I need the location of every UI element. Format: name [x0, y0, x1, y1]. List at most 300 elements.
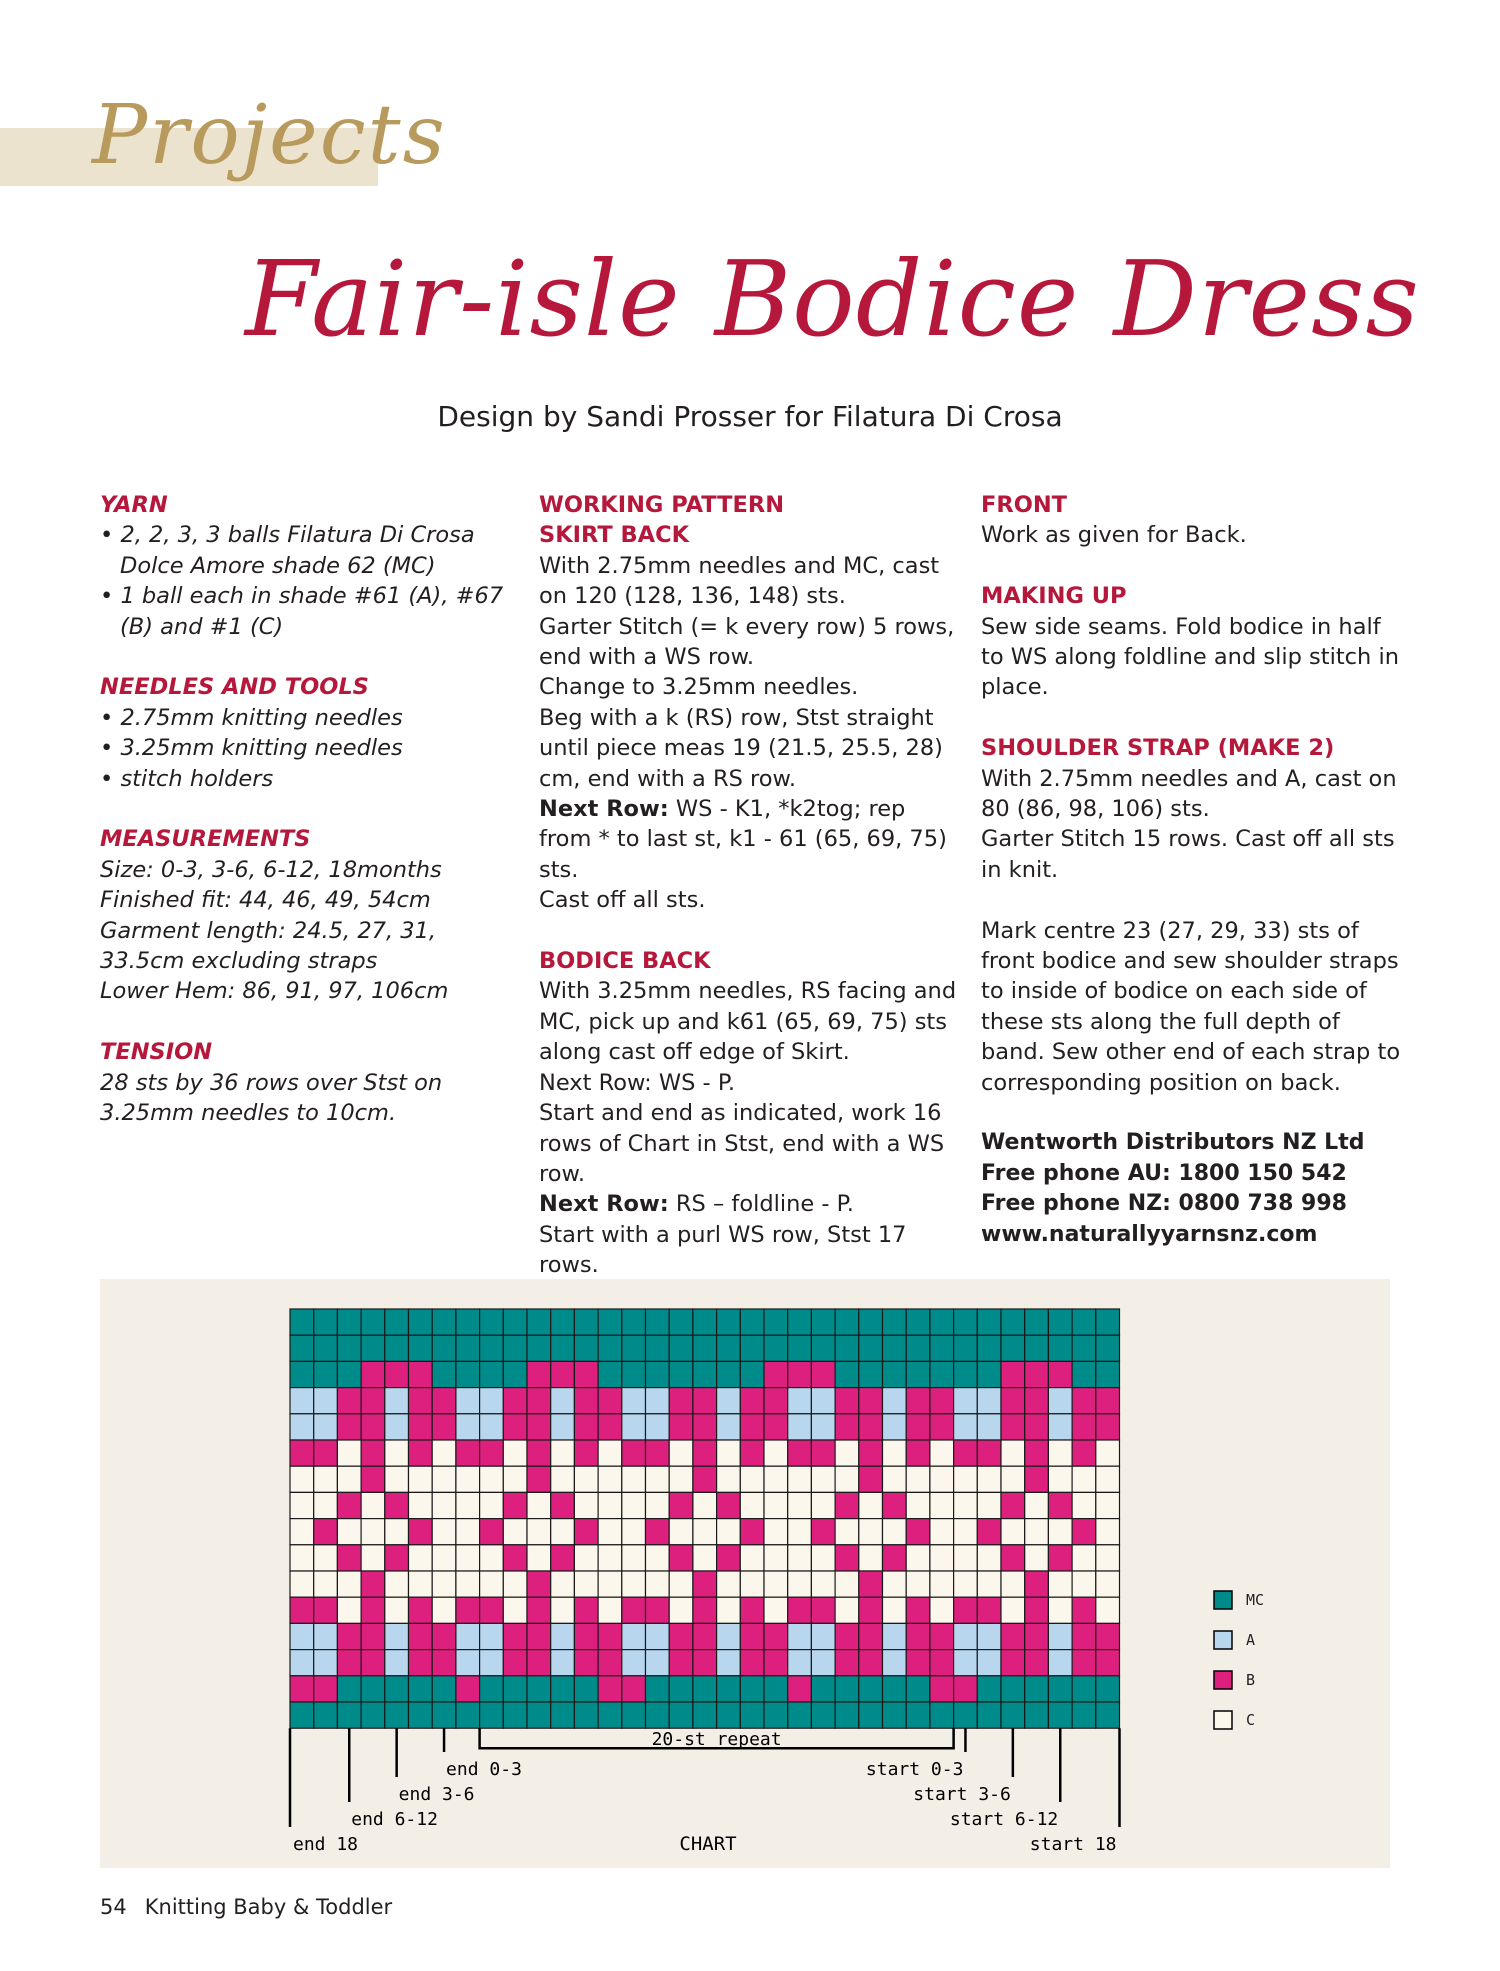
chart-cell-a	[811, 1623, 835, 1649]
chart-cell-b	[835, 1650, 859, 1676]
chart-cell-c	[456, 1545, 480, 1571]
chart-cell-c	[764, 1519, 788, 1545]
chart-cell-mc	[835, 1702, 859, 1728]
chart-cell-mc	[1025, 1702, 1049, 1728]
chart-cell-c	[954, 1492, 978, 1518]
chart-cell-mc	[906, 1676, 930, 1702]
chart-cell-mc	[693, 1361, 717, 1387]
chart-cell-c	[954, 1519, 978, 1545]
chart-cell-a	[385, 1650, 409, 1676]
chart-cell-b	[859, 1466, 883, 1492]
chart-cell-b	[432, 1623, 456, 1649]
chart-cell-a	[883, 1650, 907, 1676]
chart-cell-b	[527, 1466, 551, 1492]
chart-cell-c	[1001, 1571, 1025, 1597]
chart-cell-mc	[835, 1361, 859, 1387]
chart-cell-mc	[717, 1361, 741, 1387]
legend-label-mc: MC	[1246, 1591, 1265, 1609]
contact-website[interactable]: www.naturallyyarnsnz.com	[981, 1221, 1318, 1247]
chart-cell-mc	[432, 1702, 456, 1728]
chart-cell-mc	[906, 1361, 930, 1387]
chart-cell-mc	[930, 1309, 954, 1335]
chart-cell-b	[1001, 1545, 1025, 1571]
chart-cell-mc	[906, 1335, 930, 1361]
chart-cell-c	[456, 1519, 480, 1545]
chart-cell-c	[717, 1466, 741, 1492]
chart-cell-a	[811, 1388, 835, 1414]
chart-cell-mc	[835, 1335, 859, 1361]
chart-cell-c	[646, 1466, 670, 1492]
chart-cell-mc	[859, 1309, 883, 1335]
chart-cell-b	[432, 1414, 456, 1440]
chart-cell-b	[788, 1440, 812, 1466]
chart-cell-mc	[290, 1702, 314, 1728]
chart-cell-a	[954, 1388, 978, 1414]
chart-cell-mc	[1048, 1335, 1072, 1361]
chart-cell-mc	[1096, 1335, 1120, 1361]
chart-cell-c	[1096, 1571, 1120, 1597]
chart-cell-c	[764, 1440, 788, 1466]
chart-cell-a	[646, 1388, 670, 1414]
chart-cell-c	[432, 1545, 456, 1571]
chart-cell-c	[906, 1492, 930, 1518]
chart-cell-a	[480, 1650, 504, 1676]
chart-cell-mc	[622, 1702, 646, 1728]
chart-cell-a	[646, 1414, 670, 1440]
chart-cell-mc	[598, 1309, 622, 1335]
chart-cell-b	[598, 1388, 622, 1414]
chart-cell-mc	[906, 1702, 930, 1728]
chart-cell-b	[693, 1571, 717, 1597]
chart-cell-c	[1048, 1571, 1072, 1597]
chart-cell-c	[598, 1571, 622, 1597]
page-footer	[100, 1895, 392, 1919]
chart-cell-c	[409, 1466, 433, 1492]
chart-cell-b	[835, 1545, 859, 1571]
chart-cell-mc	[456, 1702, 480, 1728]
chart-cell-mc	[930, 1702, 954, 1728]
chart-cell-c	[622, 1519, 646, 1545]
chart-cell-b	[646, 1440, 670, 1466]
chart-cell-mc	[811, 1702, 835, 1728]
chart-cell-c	[574, 1492, 598, 1518]
chart-cell-c	[835, 1597, 859, 1623]
chart-cell-b	[1025, 1571, 1049, 1597]
chart-cell-a	[717, 1414, 741, 1440]
chart-cell-c	[503, 1571, 527, 1597]
chart-cell-c	[1025, 1545, 1049, 1571]
chart-cell-b	[1072, 1388, 1096, 1414]
chart-cell-mc	[1048, 1309, 1072, 1335]
chart-cell-c	[598, 1545, 622, 1571]
instruction-line: Work as given for Back.	[981, 522, 1247, 549]
chart-cell-c	[669, 1519, 693, 1545]
chart-cell-b	[409, 1597, 433, 1623]
chart-cell-b	[503, 1650, 527, 1676]
chart-cell-c	[314, 1571, 338, 1597]
chart-cell-c	[1096, 1440, 1120, 1466]
chart-cell-b	[385, 1545, 409, 1571]
chart-cell-c	[835, 1519, 859, 1545]
chart-cell-c	[764, 1466, 788, 1492]
chart-cell-mc	[385, 1702, 409, 1728]
chart-cell-c	[480, 1545, 504, 1571]
chart-cell-c	[693, 1492, 717, 1518]
chart-cell-b	[811, 1361, 835, 1387]
chart-cell-b	[811, 1519, 835, 1545]
chart-cell-b	[598, 1623, 622, 1649]
chart-cell-c	[574, 1571, 598, 1597]
chart-cell-c	[385, 1571, 409, 1597]
chart-cell-b	[314, 1440, 338, 1466]
making-up-heading: MAKING UP	[981, 583, 1127, 610]
chart-cell-c	[290, 1492, 314, 1518]
chart-cell-c	[1025, 1492, 1049, 1518]
chart-cell-b	[290, 1676, 314, 1702]
chart-cell-c	[385, 1519, 409, 1545]
chart-cell-mc	[693, 1309, 717, 1335]
chart-cell-mc	[740, 1361, 764, 1387]
chart-cell-mc	[385, 1676, 409, 1702]
chart-cell-c	[764, 1545, 788, 1571]
chart-cell-mc	[480, 1702, 504, 1728]
bodice-back-heading: BODICE BACK	[539, 948, 711, 975]
chart-cell-mc	[527, 1335, 551, 1361]
chart-cell-mc	[717, 1676, 741, 1702]
chart-cell-b	[527, 1440, 551, 1466]
chart-cell-b	[954, 1597, 978, 1623]
chart-cell-b	[480, 1519, 504, 1545]
chart-cell-c	[930, 1571, 954, 1597]
chart-cell-c	[717, 1519, 741, 1545]
chart-cell-mc	[811, 1676, 835, 1702]
chart-cell-b	[717, 1545, 741, 1571]
front-heading: FRONT	[981, 492, 1068, 518]
tension-text: 28 sts by 36 rows over Stst on 3.25mm needles to 10cm.	[100, 1069, 443, 1127]
chart-cell-mc	[788, 1702, 812, 1728]
chart-cell-c	[977, 1466, 1001, 1492]
chart-cell-c	[1048, 1597, 1072, 1623]
chart-cell-mc	[859, 1335, 883, 1361]
chart-cell-mc	[456, 1309, 480, 1335]
chart-cell-b	[859, 1623, 883, 1649]
chart-cell-c	[930, 1597, 954, 1623]
legend-label-c: C	[1246, 1711, 1256, 1729]
chart-cell-c	[835, 1440, 859, 1466]
chart-cell-mc	[432, 1361, 456, 1387]
measurement-line: Lower Hem: 86, 91, 97, 106cm	[100, 978, 449, 1005]
chart-cell-b	[1096, 1414, 1120, 1440]
chart-cell-c	[598, 1597, 622, 1623]
chart-cell-mc	[740, 1335, 764, 1361]
chart-cell-mc	[598, 1702, 622, 1728]
chart-cell-b	[456, 1597, 480, 1623]
chart-cell-c	[480, 1492, 504, 1518]
chart-cell-b	[480, 1597, 504, 1623]
chart-cell-mc	[290, 1335, 314, 1361]
chart-cell-a	[622, 1414, 646, 1440]
chart-cell-mc	[432, 1335, 456, 1361]
chart-cell-c	[954, 1466, 978, 1492]
chart-cell-mc	[1001, 1676, 1025, 1702]
contact-company: Wentworth Distributors NZ Ltd	[981, 1130, 1365, 1156]
instruction-line: Sew side seams. Fold bodice in half to WS along foldline and slip stitch in place.	[981, 613, 1399, 701]
chart-cell-c	[290, 1545, 314, 1571]
chart-cell-mc	[551, 1309, 575, 1335]
chart-cell-a	[314, 1388, 338, 1414]
chart-cell-a	[883, 1414, 907, 1440]
chart-cell-mc	[859, 1702, 883, 1728]
chart-cell-b	[574, 1519, 598, 1545]
chart-cell-b	[551, 1545, 575, 1571]
legend-label-a: A	[1246, 1631, 1256, 1649]
page-title: Fair-isle Bodice Dress	[245, 238, 1420, 360]
needles-heading: NEEDLES AND TOOLS	[100, 674, 369, 701]
chart-cell-b	[883, 1545, 907, 1571]
chart-cell-b	[456, 1676, 480, 1702]
chart-cell-a	[977, 1650, 1001, 1676]
chart-cell-b	[622, 1676, 646, 1702]
yarn-heading: YARN	[100, 492, 168, 518]
chart-cell-mc	[480, 1335, 504, 1361]
chart-cell-mc	[432, 1309, 456, 1335]
chart-cell-mc	[361, 1309, 385, 1335]
chart-cell-c	[883, 1466, 907, 1492]
chart-cell-mc	[337, 1335, 361, 1361]
yarn-item: • 1 ball each in shade #61 (A), #67 (B) and #1 (C)	[100, 583, 504, 640]
chart-cell-c	[717, 1440, 741, 1466]
chart-cell-mc	[574, 1309, 598, 1335]
chart-cell-mc	[859, 1676, 883, 1702]
chart-cell-b	[906, 1597, 930, 1623]
chart-cell-b	[906, 1650, 930, 1676]
marker-end-18: end 18	[293, 1834, 359, 1855]
chart-cell-b	[930, 1414, 954, 1440]
chart-cell-c	[740, 1571, 764, 1597]
instruction-line: Garter Stitch 15 rows. Cast off all sts in knit.	[981, 826, 1395, 883]
column-working-pattern	[539, 490, 959, 1311]
chart-cell-b	[883, 1492, 907, 1518]
chart-cell-mc	[503, 1361, 527, 1387]
chart-cell-b	[409, 1388, 433, 1414]
chart-cell-b	[337, 1545, 361, 1571]
chart-cell-mc	[527, 1702, 551, 1728]
chart-cell-c	[503, 1597, 527, 1623]
chart-cell-a	[788, 1650, 812, 1676]
chart-cell-c	[551, 1466, 575, 1492]
chart-cell-mc	[764, 1309, 788, 1335]
chart-cell-c	[740, 1545, 764, 1571]
chart-cell-c	[314, 1492, 338, 1518]
chart-cell-b	[977, 1440, 1001, 1466]
chart-cell-c	[835, 1466, 859, 1492]
chart-cell-mc	[574, 1676, 598, 1702]
chart-cell-mc	[717, 1335, 741, 1361]
chart-cell-c	[385, 1597, 409, 1623]
contact-phone-au: Free phone AU: 1800 150 542	[981, 1160, 1347, 1186]
chart-cell-c	[527, 1519, 551, 1545]
chart-cell-b	[693, 1466, 717, 1492]
chart-cell-b	[1048, 1545, 1072, 1571]
chart-cell-c	[788, 1519, 812, 1545]
chart-cell-mc	[859, 1361, 883, 1387]
chart-cell-c	[977, 1545, 1001, 1571]
needles-item: • 3.25mm knitting needles	[100, 735, 403, 762]
chart-cell-c	[409, 1545, 433, 1571]
chart-cell-b	[574, 1440, 598, 1466]
chart-cell-b	[788, 1676, 812, 1702]
chart-cell-b	[646, 1597, 670, 1623]
chart-cell-mc	[337, 1361, 361, 1387]
chart-cell-a	[646, 1623, 670, 1649]
chart-cell-c	[1048, 1466, 1072, 1492]
chart-cell-b	[527, 1388, 551, 1414]
chart-cell-mc	[1025, 1309, 1049, 1335]
chart-cell-b	[361, 1466, 385, 1492]
chart-cell-mc	[1001, 1309, 1025, 1335]
chart-cell-b	[693, 1440, 717, 1466]
chart-cell-mc	[314, 1702, 338, 1728]
chart-cell-a	[480, 1414, 504, 1440]
chart-cell-b	[764, 1650, 788, 1676]
instruction-line: Mark centre 23 (27, 29, 33) sts of front bodice and sew shoulder straps to inside of bodice on each side of these sts along the full depth of band. Sew other end of each strap to corresponding position on back.	[981, 917, 1401, 1096]
chart-cell-b	[646, 1519, 670, 1545]
chart-cell-c	[598, 1440, 622, 1466]
chart-cell-mc	[503, 1702, 527, 1728]
chart-cell-b	[1072, 1650, 1096, 1676]
chart-cell-a	[954, 1650, 978, 1676]
chart-cell-mc	[385, 1309, 409, 1335]
chart-cell-b	[361, 1388, 385, 1414]
chart-cell-b	[669, 1650, 693, 1676]
chart-cell-c	[883, 1571, 907, 1597]
chart-cell-a	[717, 1650, 741, 1676]
page-number: 54	[100, 1895, 127, 1919]
chart-cell-mc	[1025, 1335, 1049, 1361]
chart-cell-b	[835, 1623, 859, 1649]
chart-cell-b	[290, 1597, 314, 1623]
chart-cell-b	[1001, 1361, 1025, 1387]
column-finishing	[981, 490, 1401, 1250]
chart-cell-mc	[622, 1309, 646, 1335]
chart-cell-c	[1048, 1519, 1072, 1545]
chart-cell-c	[551, 1519, 575, 1545]
chart-cell-mc	[361, 1676, 385, 1702]
chart-cell-a	[456, 1623, 480, 1649]
chart-cell-c	[1001, 1519, 1025, 1545]
instruction-line: Start with a purl WS row, Stst 17 rows.	[539, 1221, 907, 1279]
chart-cell-b	[859, 1597, 883, 1623]
chart-cell-b	[503, 1492, 527, 1518]
chart-cell-c	[1001, 1466, 1025, 1492]
chart-cell-b	[930, 1388, 954, 1414]
chart-cell-mc	[1096, 1676, 1120, 1702]
chart-cell-b	[954, 1440, 978, 1466]
chart-cell-c	[1072, 1571, 1096, 1597]
needles-item: • stitch holders	[100, 765, 274, 792]
instruction-line: With 2.75mm needles and MC, cast on 120 (128, 136, 148) sts.	[539, 552, 940, 610]
chart-cell-c	[717, 1597, 741, 1623]
legend-swatch-a	[1214, 1631, 1232, 1649]
instruction-line: Change to 3.25mm needles.	[539, 674, 859, 701]
chart-cell-a	[977, 1414, 1001, 1440]
chart-cell-c	[646, 1492, 670, 1518]
chart-cell-mc	[669, 1702, 693, 1728]
chart-cell-b	[1025, 1414, 1049, 1440]
chart-cell-c	[480, 1466, 504, 1492]
chart-cell-c	[669, 1466, 693, 1492]
chart-cell-b	[669, 1492, 693, 1518]
chart-cell-b	[574, 1361, 598, 1387]
chart-cell-c	[954, 1571, 978, 1597]
chart-cell-mc	[1025, 1676, 1049, 1702]
marker-end-612: end 6-12	[351, 1809, 438, 1830]
chart-cell-a	[622, 1388, 646, 1414]
chart-cell-c	[859, 1492, 883, 1518]
chart-cell-c	[503, 1519, 527, 1545]
chart-cell-b	[835, 1492, 859, 1518]
chart-cell-c	[385, 1440, 409, 1466]
chart-cell-mc	[977, 1361, 1001, 1387]
chart-cell-b	[1025, 1388, 1049, 1414]
chart-cell-b	[740, 1623, 764, 1649]
chart-cell-a	[977, 1388, 1001, 1414]
chart-cell-b	[409, 1650, 433, 1676]
instruction-line: Beg with a k (RS) row, Stst straight until piece meas 19 (21.5, 25.5, 28) cm, end with a RS row.	[539, 704, 943, 792]
chart-cell-mc	[930, 1361, 954, 1387]
chart-cell-a	[788, 1623, 812, 1649]
chart-cell-b	[574, 1597, 598, 1623]
chart-cell-b	[503, 1414, 527, 1440]
chart-cell-b	[337, 1388, 361, 1414]
chart-cell-mc	[527, 1676, 551, 1702]
chart-cell-b	[551, 1361, 575, 1387]
chart-cell-mc	[503, 1676, 527, 1702]
instruction-line: With 3.25mm needles, RS facing and MC, pick up and k61 (65, 69, 75) sts along cast off edge of Skirt.	[539, 978, 957, 1066]
chart-cell-c	[1001, 1440, 1025, 1466]
chart-cell-c	[290, 1466, 314, 1492]
chart-cell-b	[669, 1545, 693, 1571]
chart-cell-b	[361, 1361, 385, 1387]
chart-cell-b	[669, 1623, 693, 1649]
chart-cell-b	[337, 1492, 361, 1518]
chart-cell-b	[622, 1597, 646, 1623]
chart-cell-b	[693, 1650, 717, 1676]
chart-cell-mc	[337, 1309, 361, 1335]
instruction-line: Start and end as indicated, work 16 rows of Chart in Stst, end with a WS row.	[539, 1100, 945, 1187]
chart-cell-c	[409, 1571, 433, 1597]
chart-cell-c	[385, 1466, 409, 1492]
chart-cell-mc	[598, 1361, 622, 1387]
chart-cell-b	[409, 1519, 433, 1545]
chart-cell-c	[669, 1571, 693, 1597]
chart-cell-a	[385, 1623, 409, 1649]
chart-cell-mc	[503, 1335, 527, 1361]
chart-cell-mc	[693, 1676, 717, 1702]
chart-cell-mc	[1001, 1702, 1025, 1728]
needles-item: • 2.75mm knitting needles	[100, 704, 403, 731]
chart-cell-a	[622, 1623, 646, 1649]
chart-cell-b	[717, 1492, 741, 1518]
measurement-line: Garment length: 24.5, 27, 31, 33.5cm excluding straps	[100, 917, 437, 975]
chart-cell-c	[622, 1492, 646, 1518]
chart-cell-b	[669, 1414, 693, 1440]
chart-cell-c	[883, 1597, 907, 1623]
shoulder-strap-heading: SHOULDER STRAP (MAKE 2)	[981, 735, 1335, 762]
chart-cell-c	[551, 1571, 575, 1597]
chart-cell-a	[1048, 1650, 1072, 1676]
marker-start-03: start 0-3	[865, 1759, 964, 1780]
